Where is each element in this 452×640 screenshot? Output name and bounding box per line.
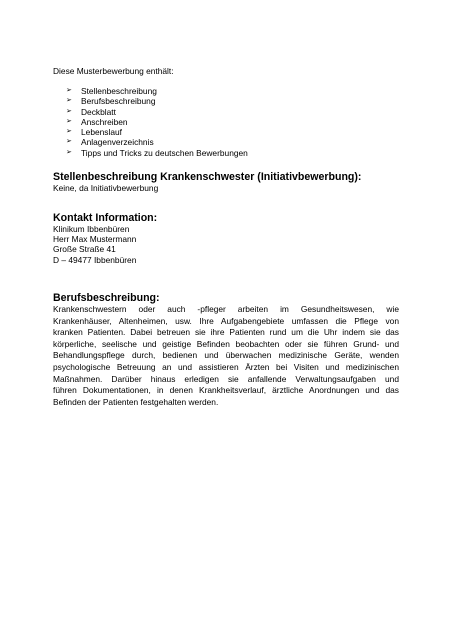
list-item (66, 117, 248, 127)
list-item (66, 107, 248, 117)
intro-text: Diese Musterbewerbung enthält: (53, 66, 174, 76)
job-description-text: Keine, da Initiativbewerbung (53, 183, 159, 193)
contents-list (66, 86, 248, 158)
list-item (66, 86, 248, 96)
contact-person: Herr Max Mustermann (53, 234, 137, 245)
occupation-description-heading: Berufsbeschreibung: (53, 292, 160, 304)
arrow-bullet-icon: ➢ (66, 117, 72, 125)
contact-section (53, 212, 157, 265)
arrow-bullet-icon: ➢ (66, 107, 72, 115)
paragraph-line: Behandlungspflege durch, bedienen und überwachen medizinische Geräte, wenden (53, 350, 399, 361)
list-item (66, 148, 248, 158)
list-item-label: Tipps und Tricks zu deutschen Bewerbungen (81, 147, 248, 158)
paragraph-line: psychologische Betreuung an und assistieren Ärzten bei Visiten und medizinischen (53, 361, 399, 372)
paragraph-line: Krankenschwestern oder auch -pfleger arbeiten im Gesundheitswesen, wie (53, 304, 399, 314)
list-item-label: Stellenbeschreibung (81, 86, 157, 96)
list-item (66, 96, 248, 106)
list-item-label: Berufsbeschreibung (81, 96, 156, 107)
arrow-bullet-icon: ➢ (66, 138, 72, 146)
occupation-description-section (53, 292, 399, 408)
list-item-label: Anschreiben (81, 116, 128, 127)
list-item-label: Deckblatt (81, 106, 116, 117)
list-item-label: Anlagenverzeichnis (81, 137, 154, 148)
paragraph-line: körperliche, seelische und geistige Befinden beobachten oder sie führen Grund- und (53, 338, 399, 349)
arrow-bullet-icon: ➢ (66, 128, 72, 136)
list-item (66, 127, 248, 137)
arrow-bullet-icon: ➢ (66, 148, 72, 156)
list-item (66, 137, 248, 147)
contact-city: D – 49477 Ibbenbüren (53, 254, 137, 265)
paragraph-line: kranken Patienten. Dabei betreuen sie ihre Patienten rund um die Uhr indem sie das (53, 327, 399, 338)
list-item-label: Lebenslauf (81, 127, 122, 138)
contact-heading: Kontakt Information: (53, 212, 158, 224)
paragraph-line: führen Dokumentationen, in denen Krankheitsverlauf, ärztliche Anordnungen und das (53, 385, 399, 396)
paragraph-line: Befinden der Patienten festgehalten werden. (53, 396, 219, 407)
job-description-section (53, 171, 361, 193)
paragraph-line: Maßnahmen. Darüber hinaus erledigen sie anfallende Verwaltungsaufgaben und (53, 373, 399, 384)
occupation-description-paragraph (53, 304, 399, 408)
job-description-heading: Stellenbeschreibung Krankenschwester (Initiativbewerbung): (53, 171, 362, 183)
contact-street: Große Straße 41 (53, 244, 116, 255)
arrow-bullet-icon: ➢ (66, 97, 72, 105)
arrow-bullet-icon: ➢ (66, 87, 72, 94)
paragraph-line: Krankenhäuser, Altenheimen, usw. Ihre Aufgabengebiete umfassen die Pflege von (53, 315, 399, 326)
contact-company: Klinikum Ibbenbüren (53, 224, 130, 234)
